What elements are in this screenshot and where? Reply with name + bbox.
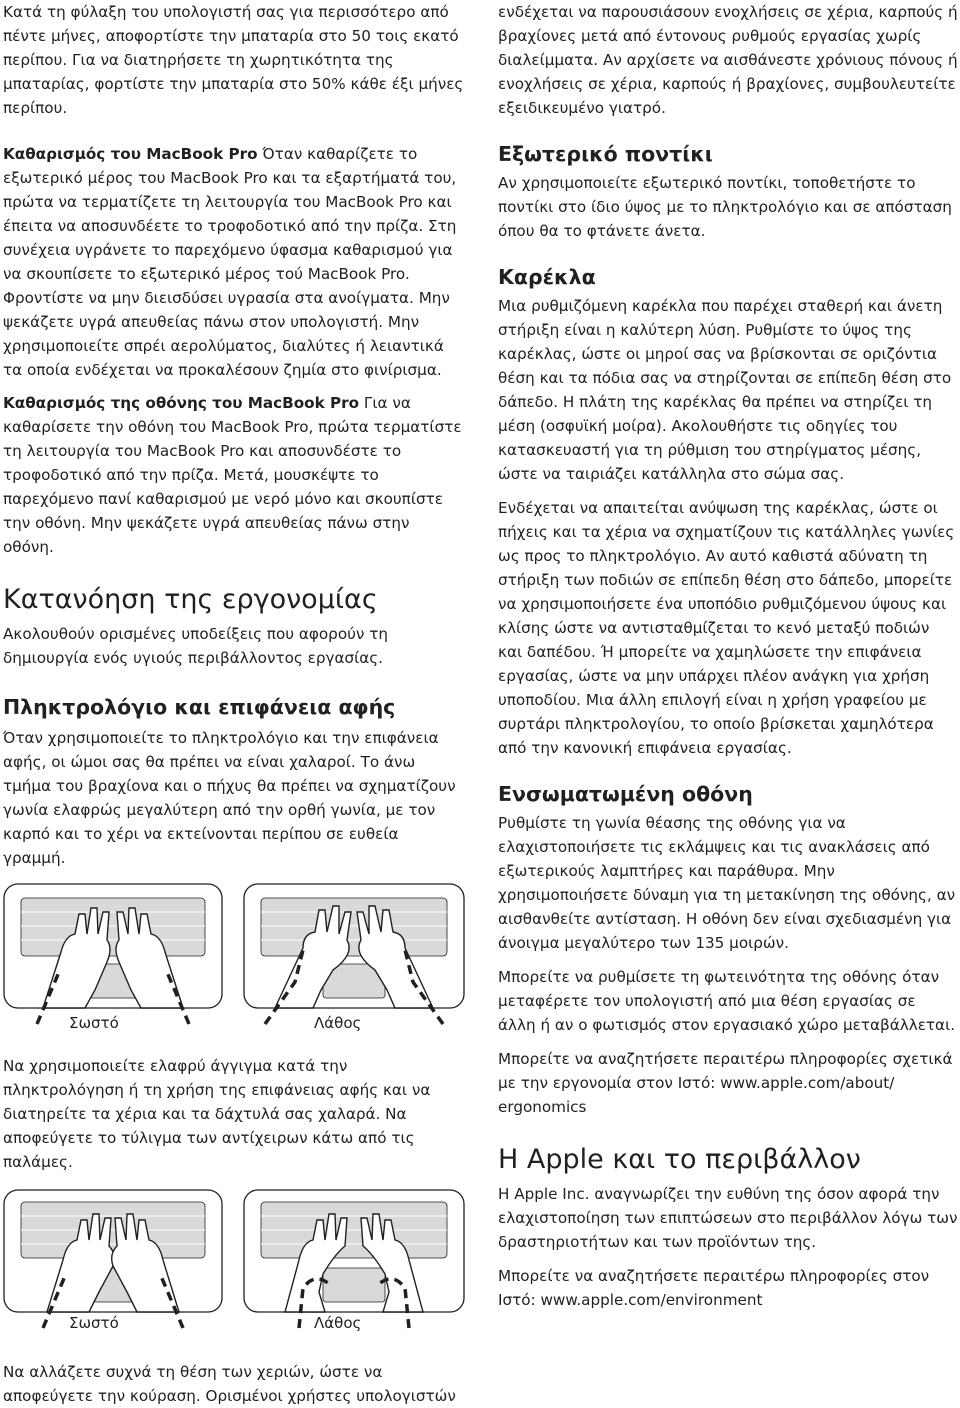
paragraph-chair-2: Ενδέχεται να απαιτείται ανύψωση της καρέκλας, ώστε οι πήχεις και τα χέρια να σχηματίζουν τις κατάλληλες γωνίες ως προς το πληκτρολόγιο. Αν αυτό καθιστά αδύνατη τη στήριξη των ποδιών σε επίπεδη θέση στο δάπεδο, μπορείτε να χρησιμοποιήσετε ένα υποπόδιο ρυθμιζόμενου ύψους και κλίσης ώστε να αντισταθμίζεται το κενό μεταξύ ποδιών και δαπέδου. Ή μπορείτε να χαμηλώσετε την επιφάνεια εργασίας, ώστε να μην υπάρχει πλέον ανάγκη για χρήση υποποδίου. Μια άλλη επιλογή είναι η χρήση γραφείου με συρτάρι πληκτρολογίου, το οποίο βρίσκεται χαμηλότερα από την κανονική επιφάνεια εργασίας. <box>498 499 955 757</box>
right-column <box>498 0 958 1312</box>
paragraph-light-touch: Να χρησιμοποιείτε ελαφρύ άγγιγμα κατά την πληκτρολόγηση ή τη χρήση της επιφάνειας αφής και να διατηρείτε τα χέρια και τα δάχτυλά σας χαλαρά. Να αποφεύγετε το τύλιγμα των αντίχειρων κάτω από τις παλάμες. <box>3 1057 431 1171</box>
paragraph-environment-2: Μπορείτε να αναζητήσετε περαιτέρω πληροφορίες στον Ιστό: www.apple.com/environment <box>498 1267 930 1309</box>
cleaning-text: Όταν καθαρίζετε το εξωτερικό μέρος του MacBook Pro και τα εξαρτήματά του, πρώτα να τερματίζετε τη λειτουργία του MacBook Pro και έπειτα να αποσυνδέετε το τροφοδοτικό από την πρίζα. Στη συνέχεια υγράνετε το παρεχόμενο ύφασμα καθαρισμού για να σκουπίσετε το εξωτερικό μέρος τού MacBook Pro. Φροντίστε να μην διεισδύσει υγρασία στα ανοίγματα. Μην ψεκάζετε υγρά απευθείας πάνω στον υπολογιστή. Μην χρησιμοποιείτε σπρέι αερολύματος, διαλύτες ή λειαντικά τα οποία ενδέχεται να προκαλέσουν ζημία στο φινίρισμα. <box>3 145 457 379</box>
heading-apple-environment: Η Apple και το περιβάλλον <box>498 1144 861 1175</box>
figure-hands-flat <box>3 878 465 1028</box>
heading-ergonomics: Κατανόηση της εργονομίας <box>3 584 378 615</box>
hands-flat-illustration <box>3 878 465 1028</box>
paragraph-display-2: Μπορείτε να ρυθμίσετε τη φωτεινότητα της οθόνης όταν μεταφέρετε τον υπολογιστή από μια θέση εργασίας σε άλλη ή αν ο φωτισμός στον εργασιακό χώρο μεταβάλλεται. <box>498 968 956 1034</box>
screen-cleaning-text: Για να καθαρίσετε την οθόνη του MacBook Pro, πρώτα τερματίστε τη λειτουργία του MacBook Pro και αποσυνδέστε το τροφοδοτικό από την πρίζα. Μετά, μουσκέψτε το παρεχόμενο πανί καθαρισμού με νερό μόνο και σκουπίστε την οθόνη. Μην ψεκάζετε υγρά απευθείας πάνω στην οθόνη. <box>3 394 462 556</box>
caption-wrong: Λάθος <box>314 1014 362 1032</box>
heading-external-mouse: Εξωτερικό ποντίκι <box>498 142 713 166</box>
figure-hands-flat-captions <box>3 1014 465 1050</box>
paragraph-display-3: Μπορείτε να αναζητήσετε περαιτέρω πληροφορίες σχετικά με την εργονομία στον Ιστό: www.apple.com/about/ ergonomics <box>498 1050 953 1116</box>
heading-chair: Καρέκλα <box>498 265 596 289</box>
paragraph-battery-storage: Κατά τη φύλαξη του υπολογιστή σας για περισσότερο από πέντε μήνες, αποφορτίστε την μπαταρία στο 50 τοις εκατό περίπου. Για να διατηρήσετε τη χωρητικότητα της μπαταρίας, φορτίστε την μπαταρία στο 50% κάθε έξι μήνες περίπου. <box>3 3 464 117</box>
hands-thumbs-illustration <box>3 1188 465 1330</box>
screen-cleaning-lead: Καθαρισμός της οθόνης του MacBook Pro <box>3 394 360 412</box>
heading-keyboard: Πληκτρολόγιο και επιφάνεια αφής <box>3 695 396 719</box>
figure-hands-thumbs-captions <box>3 1314 465 1352</box>
paragraph-external-mouse: Αν χρησιμοποιείτε εξωτερικό ποντίκι, τοποθετήστε το ποντίκι στο ίδιο ύψος με το πληκτρολόγιο και σε απόσταση όπου θα το φτάνετε άνετα. <box>498 174 952 240</box>
paragraph-change-position: Να αλλάζετε συχνά τη θέση των χεριών, ώστε να αποφεύγετε την κούραση. Ορισμένοι χρήστες υπολογιστών <box>3 1363 456 1405</box>
paragraph-display-1: Ρυθμίστε τη γωνία θέασης της οθόνης για να ελαχιστοποιήσετε τις εκλάμψεις και τις ανακλάσεις από εξωτερικούς λαμπτήρες και παράθυρα. Μην χρησιμοποιήσετε δύναμη για τη μετακίνηση της οθόνης, αν αισθανθείτε αντίσταση. Η οθόνη δεν είναι σχεδιασμένη για άνοιγμα μεγαλύτερο των 135 μοιρών. <box>498 814 956 952</box>
left-column <box>3 0 465 1408</box>
caption-wrong-2: Λάθος <box>314 1314 362 1332</box>
paragraph-ergonomics: Ακολουθούν ορισμένες υποδείξεις που αφορούν τη δημιουργία ενός υγιούς περιβάλλοντος εργασίας. <box>3 625 388 667</box>
paragraph-chair-1: Μια ρυθμιζόμενη καρέκλα που παρέχει σταθερή και άνετη στήριξη είναι η καλύτερη λύση. Ρυθμίστε το ύψος της καρέκλας, ώστε οι μηροί σας να βρίσκονται σε οριζόντια θέση και τα πόδια σας να στηρίζονται σε επίπεδη θέση στο δάπεδο. Η πλάτη της καρέκλας θα πρέπει να στηρίζει τη μέση (οσφυϊκή μοίρα). Ακολουθήστε τις οδηγίες του κατασκευαστή για τη ρύθμιση του στηρίγματος μέσης, ώστε να ταιριάζει κατάλληλα στο σώμα σας. <box>498 297 952 483</box>
paragraph-environment-1: Η Apple Inc. αναγνωρίζει την ευθύνη της όσον αφορά την ελαχιστοποίηση των επιπτώσεων στο περιβάλλον λόγω των δραστηριοτήτων και των προϊόντων της. <box>498 1185 958 1251</box>
cleaning-lead: Καθαρισμός του MacBook Pro <box>3 145 258 163</box>
caption-correct-2: Σωστό <box>69 1314 119 1332</box>
paragraph-screen-cleaning <box>3 391 465 559</box>
paragraph-discomfort: ενδέχεται να παρουσιάσουν ενοχλήσεις σε χέρια, καρπούς ή βραχίονες μετά από έντονους ρυθμούς εργασίας χωρίς διαλείμματα. Αν αρχίσετε να αισθάνεστε χρόνιους πόνους ή ενοχλήσεις σε χέρια, καρπούς ή βραχίονες, συμβουλευτείτε εξειδικευμένο γιατρό. <box>498 3 958 117</box>
figure-hands-thumbs <box>3 1188 465 1330</box>
paragraph-keyboard: Όταν χρησιμοποιείτε το πληκτρολόγιο και την επιφάνεια αφής, οι ώμοι σας θα πρέπει να είναι χαλαροί. Το άνω τμήμα του βραχίονα και ο πήχυς θα πρέπει να σχηματίζουν γωνία ελαφρώς μεγαλύτερη από την ορθή γωνία, με τον καρπό και το χέρι να εκτείνονται περίπου σε ευθεία γραμμή. <box>3 729 456 867</box>
heading-built-in-display: Ενσωματωμένη οθόνη <box>498 782 753 806</box>
caption-correct: Σωστό <box>69 1014 119 1032</box>
paragraph-cleaning <box>3 142 465 382</box>
